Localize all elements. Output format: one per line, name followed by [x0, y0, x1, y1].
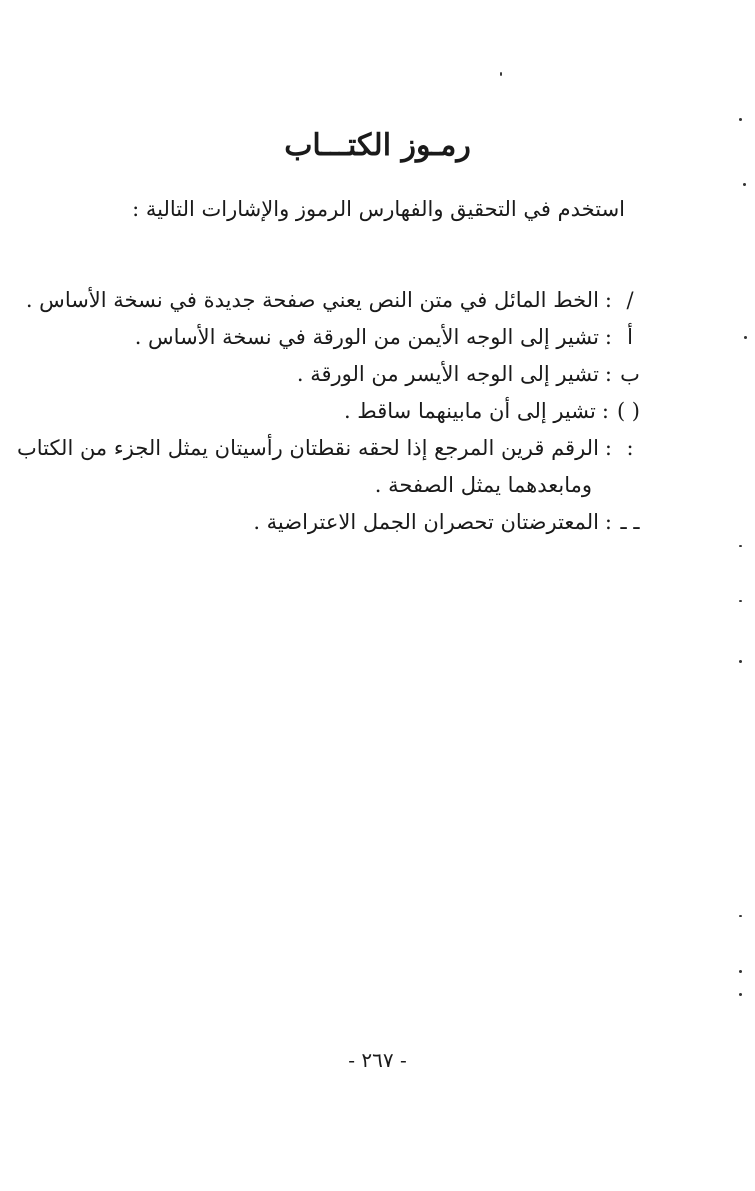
- scan-speck: [739, 600, 742, 602]
- scan-speck: [744, 336, 747, 339]
- list-item: [80, 356, 640, 393]
- scan-speck: [739, 915, 742, 917]
- separator: :: [604, 510, 612, 534]
- page-title: [0, 128, 755, 163]
- symbol-ba: ب: [620, 362, 640, 386]
- separator: :: [601, 399, 609, 423]
- list-item: [80, 319, 640, 356]
- separator: :: [604, 288, 612, 312]
- intro-text: استخدم في التحقيق والفهارس الرموز والإشارات التالية :: [132, 197, 625, 221]
- scan-speck: [500, 72, 502, 76]
- scan-speck: [739, 993, 742, 996]
- separator: :: [604, 325, 612, 349]
- symbols-list: [16, 282, 640, 541]
- title-text: رمـوز الكتـــاب: [284, 128, 471, 163]
- item-text: الخط المائل في متن النص يعني صفحة جديدة في نسخة الأساس .: [25, 288, 599, 312]
- scan-speck: [743, 183, 746, 186]
- scan-speck: [739, 118, 742, 121]
- item-text: تشير إلى الوجه الأيسر من الورقة .: [296, 362, 599, 386]
- symbol-slash: /: [626, 288, 634, 312]
- separator: :: [604, 362, 612, 386]
- separator: :: [604, 436, 612, 460]
- item-text: الرقم قرين المرجع إذا لحقه نقطتان رأسيتان يمثل الجزء من الكتاب: [16, 436, 599, 460]
- item-text: المعترضتان تحصران الجمل الاعتراضية .: [253, 510, 599, 534]
- page-number: - ٢٦٧ -: [348, 1048, 407, 1072]
- item-text: تشير إلى الوجه الأيمن من الورقة في نسخة الأساس .: [134, 325, 599, 349]
- scan-speck: [739, 970, 742, 973]
- symbol-colon: :: [626, 436, 634, 460]
- list-item: [80, 393, 640, 430]
- item-continuation: ومابعدهما يمثل الصفحة .: [374, 473, 592, 497]
- symbol-alif: أ: [627, 325, 633, 349]
- symbol-parentheses: ( ): [616, 399, 640, 423]
- scan-speck: [739, 545, 742, 547]
- scan-speck: [739, 660, 742, 663]
- item-text: تشير إلى أن مابينهما ساقط .: [343, 399, 596, 423]
- symbol-dashes: ـ ـ: [620, 510, 640, 534]
- list-item: [25, 282, 640, 319]
- list-item: [16, 430, 640, 467]
- list-item: [80, 504, 640, 541]
